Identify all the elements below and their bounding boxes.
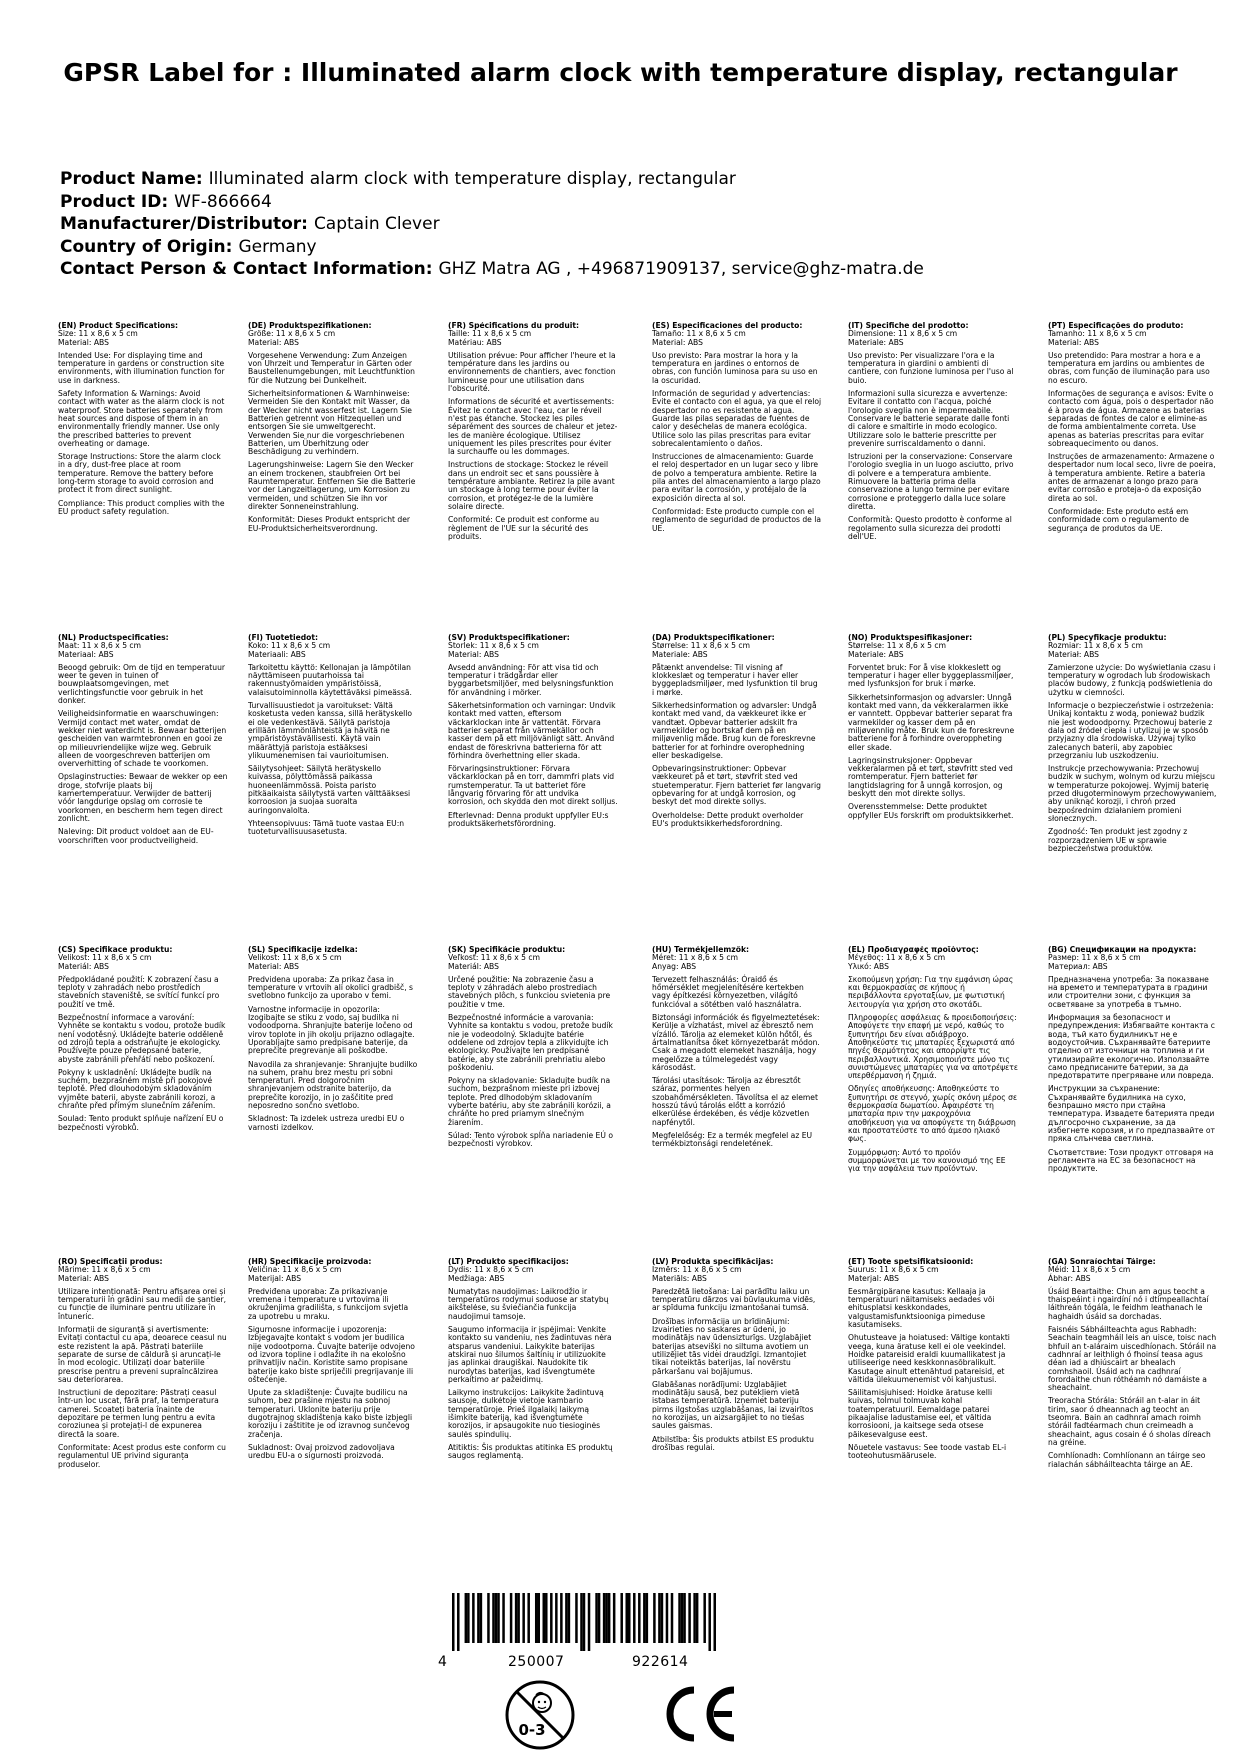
spec-section-heading: (GA) Sonraíochtaí Táirge:	[1048, 1258, 1156, 1266]
barcode-bar	[638, 1593, 641, 1643]
barcode-bar	[545, 1593, 548, 1643]
spec-paragraph: Navodila za shranjevanje: Shranjujte budilko na suhem, prahu brez mestu pri sobni temperaturi. Pred dolgoročnim shranjevanjem odstranite baterijo, da preprečite korozijo, in jo zaščitite pred neposredno sončno svetlobo.	[248, 1059, 418, 1111]
spec-size: Veličina: 11 x 8,6 x 5 cm	[248, 1265, 342, 1275]
spec-material: Material: ABS	[58, 1273, 109, 1283]
spec-paragraph: Beoogd gebruik: Om de tijd en temperatuur weer te geven in tuinen of bouwplaatsomgevingen, met verlichtingsfunctie voor gebruik in het donker.	[58, 662, 226, 706]
barcode-bar	[457, 1593, 460, 1651]
spec-paragraph: Yhteensopivuus: Tämä tuote vastaa EU:n tuoteturvallisuusasetusta.	[248, 818, 405, 837]
barcode-bar	[565, 1593, 568, 1643]
barcode-bar	[583, 1593, 586, 1651]
spec-section-heading: (HR) Specifikacije proizvoda:	[248, 1258, 372, 1266]
manufacturer-label: Manufacturer/Distributor:	[60, 214, 308, 234]
spec-size: Rozmiar: 11 x 8,6 x 5 cm	[1048, 641, 1143, 651]
barcode-bar	[492, 1593, 495, 1643]
spec-paragraph: Safety Information & Warnings: Avoid contact with water as the alarm clock is not waterproof. Store batteries separately from heat sources and dispose of them in an environmentally friendly manner. Use only the prescribed batteries to prevent overheating or damage.	[58, 389, 225, 448]
spec-section	[448, 1258, 618, 1558]
spec-section-heading: (NO) Produktspesifikasjoner:	[848, 634, 973, 642]
barcode-bar	[703, 1593, 706, 1643]
spec-material: Materiale: ABS	[652, 649, 708, 659]
manufacturer-value: Captain Clever	[313, 214, 440, 234]
contact-label: Contact Person & Contact Information:	[60, 259, 433, 279]
barcode	[452, 1593, 716, 1651]
spec-paragraph: Instrukcje przechowywania: Przechowuj budzik w suchym, wolnym od kurzu miejscu w temperaturze pokojowej. Wyjmij baterię przed długoterminowym przechowywaniem, aby uniknąć korozji, i chroń przed bezpośrednim działaniem promieni słonecznych.	[1048, 764, 1217, 823]
barcode-bar	[681, 1593, 684, 1643]
spec-material: Материал: ABS	[1048, 961, 1108, 971]
spec-section-heading: (DE) Produktspezifikationen:	[248, 322, 372, 330]
spec-section-heading: (EL) Προδιαγραφές προϊόντος:	[848, 946, 979, 954]
product-id-row	[60, 191, 924, 214]
spec-material: Anyag: ABS	[652, 961, 697, 971]
product-name-value: Illuminated alarm clock with temperature display, rectangular	[208, 169, 736, 189]
spec-paragraph: Predvidena uporaba: Za prikaz časa in temperature v vrtovih ali okolici gradbišč, s svetlobno funkcijo za uporabo v temi.	[248, 974, 414, 1001]
spec-size: Størrelse: 11 x 8,6 x 5 cm	[848, 641, 946, 651]
spec-paragraph: Saugumo informacija ir įspėjimai: Venkite kontakto su vandeniu, nes žadintuvas nėra atsparus vandeniui. Laikykite baterijas atskirai nuo šilumos šaltinių ir utilizuokite jas aplinkai draugiškai. Naudokite tik nurodytas baterijas, kad išvengtumėte perkaitimo ar pažeidimų.	[448, 1325, 612, 1384]
barcode-bar	[666, 1593, 669, 1643]
spec-paragraph: Utilizare intenționată: Pentru afișarea orei și temperaturii în grădini sau medii de șantier, cu funcție de iluminare pentru utilizare în întuneric.	[58, 1286, 227, 1321]
barcode-bar	[495, 1593, 498, 1643]
barcode-bar	[658, 1593, 661, 1643]
spec-paragraph: Laikymo instrukcijos: Laikykite žadintuvą sausoje, dulkėtoje vietoje kambario temperatūroje. Prieš ilgalaikį laikymą išimkite bateriją, kad išvengtumėte korozijos, ir apsaugokite nuo tiesioginės saulės spindulių.	[448, 1388, 604, 1439]
spec-material: Materiał: ABS	[1048, 649, 1099, 659]
spec-size: Suurus: 11 x 8,6 x 5 cm	[848, 1265, 939, 1275]
barcode-bar	[527, 1593, 530, 1643]
spec-section	[1048, 322, 1218, 622]
spec-section	[58, 946, 228, 1246]
barcode-bar	[522, 1593, 525, 1643]
spec-paragraph: Instructions de stockage: Stockez le réveil dans un endroit sec et sans poussière à température ambiante. Retirez la pile avant un stockage à long terme pour éviter la corrosion, et protégez-le de la lumière solaire directe.	[448, 460, 615, 511]
barcode-bar	[598, 1593, 601, 1643]
barcode-bar	[653, 1593, 656, 1643]
spec-paragraph: Säilitamisjuhised: Hoidke äratuse kelli kuivas, tolmul tolmuvab kohal toatemperatuuril. Eemaldage patarei pikaajalise ladustamise eel, et vältida korrosiooni, ja kaitsege seda otsese päikesevalguse eest.	[848, 1388, 993, 1439]
spec-material: Materiāls: ABS	[652, 1273, 707, 1283]
spec-paragraph: Bezpečnostní informace a varování: Vyhněte se kontaktu s vodou, protože budík není vodotěsný. Ukládejte baterie odděleně od zdrojů tepla a odstraňujte je ekologicky. Používejte pouze předepsané baterie, abyste zabránili přehřátí nebo poškození.	[58, 1013, 226, 1064]
spec-paragraph: Súlad: Tento výrobok spĺňa nariadenie EÚ o bezpečnosti výrobkov.	[448, 1130, 613, 1149]
spec-section-heading: (PT) Especificações do produto:	[1048, 322, 1184, 330]
spec-paragraph: Tarkoitettu käyttö: Kellonajan ja lämpötilan näyttämiseen puutarhoissa tai rakennustyömaiden ympäristöissä, valaisutoiminnolla käytettäväksi pimeässä.	[248, 662, 412, 697]
spec-paragraph: Forventet bruk: For å vise klokkeslett og temperatur i hager eller byggeplassmiljøer, med lysfunksjon for bruk i mørke.	[848, 662, 1014, 689]
spec-paragraph: Skladnost: Ta izdelek ustreza uredbi EU o varnosti izdelkov.	[248, 1114, 405, 1132]
spec-paragraph: Συμμόρφωση: Αυτό το προϊόν συμμορφώνεται με τον κανονισμό της ΕΕ για την ασφάλεια των προϊόντων.	[848, 1147, 1006, 1174]
spec-section-heading: (BG) Спецификации на продукта:	[1048, 946, 1197, 954]
spec-section	[1048, 1258, 1218, 1558]
spec-size: Taille: 11 x 8,6 x 5 cm	[448, 329, 532, 339]
barcode-bar	[605, 1593, 608, 1643]
barcode-bar	[555, 1593, 558, 1643]
spec-paragraph: Konformität: Dieses Produkt entspricht der EU-Produktsicherheitsverordnung.	[248, 515, 411, 533]
page-title: GPSR Label for : Illuminated alarm clock with temperature display, rectangular	[63, 58, 1178, 87]
spec-paragraph: Lagringsinstruksjoner: Oppbevar vekkeralarmen på et tørt, støvfritt sted ved romtemperatur. Fjern batteriet før langtidslagring for å unngå korrosjon, og beskytt den mot direkte sollys.	[848, 755, 1013, 799]
spec-paragraph: Numatytas naudojimas: Laikrodžio ir temperatūros rodymui soduose ar statybų aikštelėse, su šviečiančia funkcija naudojimui tamsoje.	[448, 1286, 609, 1321]
spec-paragraph: Utilisation prévue: Pour afficher l'heure et la température dans les jardins ou environnements de chantiers, avec fonction lumineuse pour une utilisation dans l'obscurité.	[448, 350, 616, 394]
spec-paragraph: Säkerhetsinformation och varningar: Undvik kontakt med vatten, eftersom väckarklockan inte är vattentät. Förvara batterier separat från värmekällor och kasser dem på ett miljövänligt sätt. Använd endast de föreskrivna batterierna för att förhindra överhettning eller skada.	[448, 701, 616, 760]
spec-material: Matériau: ABS	[448, 337, 502, 347]
barcode-bar	[575, 1593, 578, 1643]
spec-paragraph: Οδηγίες αποθήκευσης: Αποθηκεύστε το ξυπνητήρι σε στεγνό, χωρίς σκόνη μέρος σε θερμοκρασία δωματίου. Αφαιρέστε τη μπαταρία πριν την μακροχρόνια αποθήκευση για να αποφύγετε τη διάβρωση και προστατεύστε το από άμεσο ηλιακό φως.	[848, 1084, 1018, 1144]
barcode-bar	[603, 1593, 606, 1643]
spec-paragraph: Instrucciones de almacenamiento: Guarde el reloj despertador en un lugar seco y libre de polvo a temperatura ambiente. Retire la pila antes del almacenamiento a largo plazo para evitar la corrosión, y protéjalo de la exposición directa al sol.	[652, 452, 821, 503]
spec-paragraph: Sikkerhetsinformasjon og advarsler: Unngå kontakt med vann, da vekkeralarmen ikke er vanntett. Oppbevar batterier separat fra varmekilder og kasser dem på en miljøvennlig måte. Bruk kun de foreskrevne batteriene for å forhindre overoppheting eller skade.	[848, 692, 1015, 752]
barcode-bar	[608, 1593, 611, 1643]
spec-section	[58, 1258, 228, 1558]
spec-paragraph: Určené použitie: Na zobrazenie času a teploty v záhradách alebo prostrediach stavebných plôch, s funkciou svietenia pre použitie v tme.	[448, 974, 611, 1009]
spec-section	[848, 1258, 1018, 1558]
manufacturer-row	[60, 213, 924, 236]
spec-size: Koko: 11 x 8,6 x 5 cm	[248, 641, 331, 651]
spec-section	[848, 634, 1018, 934]
barcode-bar	[678, 1593, 681, 1643]
spec-paragraph: Informações de segurança e avisos: Evite o contacto com água, pois o despertador não é à prova de água. Armazene as baterias separadas de fontes de calor e elimine-as de forma ambientalmente correta. Use apenas as baterias prescritas para evitar sobreaquecimento ou danos.	[1048, 389, 1214, 448]
spec-section-heading: (IT) Specifiche del prodotto:	[848, 322, 969, 330]
barcode-bar	[465, 1593, 468, 1643]
spec-section-heading: (ES) Especificaciones del producto:	[652, 322, 803, 330]
spec-section-heading: (SK) Špecifikácie produktu:	[448, 946, 566, 954]
barcode-bar	[452, 1593, 455, 1651]
barcode-bar	[480, 1593, 483, 1643]
spec-material: Ábhar: ABS	[1048, 1273, 1091, 1283]
spec-paragraph: Vorgesehene Verwendung: Zum Anzeigen von Uhrzeit und Temperatur in Gärten oder Baustellenumgebungen, mit Leuchtfunktion für die Nutzung bei Dunkelheit.	[248, 350, 415, 385]
barcode-bar	[510, 1593, 513, 1643]
spec-paragraph: Zgodność: Ten produkt jest zgodny z rozporządzeniem UE w sprawie bezpieczeństwa produktów.	[1048, 827, 1188, 853]
barcode-bar	[613, 1593, 616, 1643]
country-value: Germany	[238, 236, 317, 257]
spec-section	[248, 1258, 418, 1558]
spec-paragraph: Megfelelőség: Ez a termék megfelel az EU termékbiztonsági rendeletének.	[652, 1130, 813, 1149]
product-id-label: Product ID:	[60, 191, 169, 212]
country-label: Country of Origin:	[60, 236, 233, 257]
barcode-digits-left: 250007	[508, 1654, 565, 1670]
spec-section-heading: (EN) Product Specifications:	[58, 322, 179, 330]
spec-paragraph: Instrucțiuni de depozitare: Păstrați ceasul într-un loc uscat, fără praf, la temperatura camerei. Scoateți bateria înainte de depozitare pe termen lung pentru a evita coroziunea și protejați-l de expunerea directă la soare.	[58, 1388, 219, 1439]
spec-size: Størrelse: 11 x 8,6 x 5 cm	[652, 641, 750, 651]
spec-paragraph: Uso previsto: Per visualizzare l'ora e la temperatura in giardini o ambienti di cantiere, con funzione luminosa per l'uso al buio.	[848, 350, 1014, 385]
spec-material: Materiál: ABS	[58, 961, 109, 971]
spec-paragraph: Påtænkt anvendelse: Til visning af klokkeslæt og temperatur i haver eller byggepladsmiljøer, med lysfunktion til brug i mørke.	[652, 662, 818, 697]
spec-paragraph: Upute za skladištenje: Čuvajte budilicu na suhom, bez prašine mjestu na sobnoj temperaturi. Uklonite bateriju prije dugotrajnog skladištenja kako biste izbjegli koroziju i zaštitite je od izravnog sunčevog zračenja.	[248, 1388, 413, 1439]
barcode-bar	[543, 1593, 546, 1643]
spec-paragraph: Информация за безопасност и предупреждения: Избягвайте контакта с вода, тъй като будилникът не е водоустойчив. Съхранявайте батериите отделно от източници на топлина и ги утилизирайте екологично. Използвайте само предписаните батерии, за да предотвратите прегряване или повреда.	[1048, 1013, 1215, 1081]
spec-material: Υλικό: ABS	[848, 961, 889, 971]
spec-paragraph: Atbilstība: Šis produkts atbilst ES produktu drošības regulai.	[652, 1434, 814, 1452]
spec-size: Tamaño: 11 x 8,6 x 5 cm	[652, 329, 746, 339]
spec-material: Materiaali: ABS	[248, 649, 306, 659]
barcode-bar	[580, 1593, 583, 1651]
spec-size: Veľkosť: 11 x 8,6 x 5 cm	[448, 953, 541, 963]
spec-paragraph: Conformité: Ce produit est conforme au règlement de l'UE sur la sécurité des produits.	[448, 515, 600, 541]
spec-material: Materiaal: ABS	[58, 649, 114, 659]
barcode-bar	[487, 1593, 490, 1643]
spec-section	[652, 946, 822, 1246]
spec-material: Materiale: ABS	[848, 649, 904, 659]
spec-paragraph: Veiligheidsinformatie en waarschuwingen: Vermijd contact met water, omdat de wekker niet waterdicht is. Bewaar batterijen gescheiden van warmtebronnen en gooi ze op milieuvriendelijke wijze weg. Gebruik alleen de voorgeschreven batterijen om oververhitting of schade te voorkomen.	[58, 709, 227, 769]
barcode-bar	[671, 1593, 674, 1643]
spec-paragraph: Conformità: Questo prodotto è conforme al regolamento sulla sicurezza dei prodotti dell'UE.	[848, 515, 1012, 541]
barcode-bar	[625, 1593, 628, 1643]
spec-size: Storlek: 11 x 8,6 x 5 cm	[448, 641, 539, 651]
spec-section	[652, 322, 822, 622]
age-range-text: 0-3	[518, 1721, 546, 1739]
spec-paragraph: Opbevaringsinstruktioner: Opbevar vækkeuret på et tørt, støvfrit sted ved stuetemperatur. Fjern batteriet før langvarig opbevaring for at undgå korrosion, og beskyt det mod direkte sollys.	[652, 764, 821, 807]
spec-material: Material: ABS	[58, 337, 109, 347]
spec-paragraph: Atitiktis: Šis produktas atitinka ES produktų saugos reglamentą.	[448, 1442, 613, 1461]
spec-size: Velikost: 11 x 8,6 x 5 cm	[58, 953, 152, 963]
spec-paragraph: Biztonsági információk és figyelmeztetések: Kerülje a vízhatást, mivel az ébresztő nem vízálló. Tárolja az elemeket külön hőtől, és ártalmatlanítsa őket környezetbarát módon. Csak a megadott elemeket használja, hogy megelőzze a túlmelegedést vagy károsodást.	[652, 1013, 820, 1072]
spec-paragraph: Overensstemmelse: Dette produktet oppfyller EUs forskrift om produktsikkerhet.	[848, 802, 1014, 820]
spec-size: Dydis: 11 x 8,6 x 5 cm	[448, 1265, 534, 1275]
product-id-value: WF-866664	[174, 191, 272, 212]
spec-paragraph: Ohutusteave ja hoiatused: Vältige kontakti veega, kuna äratuse kell ei ole veekindel. Hoidke patareisid eraldi kuumallikatest ja utiliseerige need keskkonnasõbralikult. Kasutage ainult ettenähtud patareisid, et vältida ülekuumenemist või kahjustusi.	[848, 1333, 1010, 1384]
spec-section-heading: (NL) Productspecificaties:	[58, 634, 169, 642]
barcode-bar	[550, 1593, 553, 1643]
spec-size: Mărime: 11 x 8,6 x 5 cm	[58, 1265, 151, 1275]
spec-section-heading: (SV) Produktspecifikationer:	[448, 634, 570, 642]
spec-material: Material: ABS	[1048, 337, 1099, 347]
barcode-bar	[472, 1593, 475, 1643]
spec-size: Μέγεθος: 11 x 8,6 x 5 cm	[848, 953, 946, 963]
spec-section-heading: (PL) Specyfikacje produktu:	[1048, 634, 1167, 642]
barcode-bar	[588, 1593, 591, 1651]
spec-paragraph: Pokyny na skladovanie: Skladujte budík na suchom, bezprašnom mieste pri izbovej teplote. Pred dlhodobým skladovaním vyberte batériu, aby ste zabránili korózii, a chráňte ho pred priamym slnečným žiarením.	[448, 1076, 611, 1127]
spec-paragraph: Tervezett felhasználás: Óraidő és hőmérséklet megjelenítésére kertekben vagy építkezési környezetben, világító funkcióval a sötétben való használatra.	[652, 974, 804, 1009]
spec-section	[58, 634, 228, 934]
spec-paragraph: Lagerungshinweise: Lagern Sie den Wecker an einem trockenen, staubfreien Ort bei Raumtemperatur. Entfernen Sie die Batterie vor der Langzeitlagerung, um Korrosion zu vermeiden, und schützen Sie ihn vor direkter Sonneneinstrahlung.	[248, 460, 416, 511]
spec-material: Materjal: ABS	[848, 1273, 899, 1283]
barcode-bar	[515, 1593, 518, 1643]
spec-size: Méid: 11 x 8,6 x 5 cm	[1048, 1265, 1131, 1275]
spec-section-heading: (FR) Spécifications du produit:	[448, 322, 580, 330]
barcode-bar	[560, 1593, 563, 1643]
contact-row	[60, 258, 924, 281]
spec-paragraph: Storage Instructions: Store the alarm clock in a dry, dust-free place at room temperature. Remove the battery before long-term storage to avoid corrosion and protect it from direct sunlight.	[58, 452, 221, 495]
spec-section	[448, 634, 618, 934]
spec-paragraph: Intended Use: For displaying time and temperature in gardens or construction site environments, with illumination function for use in darkness.	[58, 350, 225, 385]
spec-material: Medžiaga: ABS	[448, 1273, 505, 1283]
spec-paragraph: Informacje o bezpieczeństwie i ostrzeżenia: Unikaj kontaktu z wodą, ponieważ budzik nie jest wodoodporny. Przechowuj baterie z dala od źródeł ciepła i utylizuj je w sposób przyjazny dla środowiska. Używaj tylko zalecanych baterii, aby zapobiec przegrzaniu lub uszkodzeniu.	[1048, 701, 1214, 760]
spec-section-heading: (DA) Produktspecifikationer:	[652, 634, 775, 642]
barcode-bar	[646, 1593, 649, 1643]
spec-section	[652, 1258, 822, 1558]
barcode-bar	[688, 1593, 691, 1643]
barcode-bar	[661, 1593, 664, 1643]
spec-section-heading: (CS) Specifikace produktu:	[58, 946, 173, 954]
spec-size: Tamanho: 11 x 8,6 x 5 cm	[1048, 329, 1147, 339]
spec-paragraph: Σκοπούμενη χρήση: Για την εμφάνιση ώρας και θερμοκρασίας σε κήπους ή περιβάλλοντα εργοταξίων, με φωτιστική λειτουργία για χρήση στο σκοτάδι.	[848, 974, 1014, 1009]
spec-paragraph: Drošības informācija un brīdinājumi: Izvairieties no saskares ar ūdeni, jo modinātājs nav ūdensizturīgs. Uzglabājiet baterijas atsevišķi no siltuma avotiem un utilizējiet tās videi draudzīgi. Izmantojiet tikai noteiktās baterijas, lai novērstu pārkaršanu vai bojājumus.	[652, 1316, 812, 1376]
spec-paragraph: Předpokládané použití: K zobrazení času a teploty v zahradách nebo prostředích stavebních staveniště, se svítící funkcí pro použití ve tmě.	[58, 974, 220, 1009]
spec-material: Materiale: ABS	[848, 337, 904, 347]
spec-material: Materijal: ABS	[248, 1273, 302, 1283]
spec-section-heading: (HU) Termékjellemzők:	[652, 946, 750, 954]
spec-paragraph: Инструкции за съхранение: Съхранявайте будилника на сухо, безпрашно място при стайна температура. Извадете батерията преди дългосрочно съхранение, за да избегнете корозия, и го предпазвайте от пряка слънчева светлина.	[1048, 1084, 1215, 1144]
barcode-bar	[502, 1593, 505, 1643]
country-row	[60, 236, 924, 259]
spec-paragraph: Förvaringsinstruktioner: Förvara väckarklockan på en torr, dammfri plats vid rumstemperatur. Ta ut batteriet före långvarig förvaring för att undvika korrosion, och skydda den mot direkt solljus.	[448, 764, 618, 807]
spec-paragraph: Conformidade: Este produto está em conformidade com o regulamento de segurança de produtos da UE.	[1048, 506, 1189, 533]
spec-paragraph: Tárolási utasítások: Tárolja az ébresztőt száraz, pormentes helyen szobahőmérsékleten. Távolítsa el az elemet hosszú távú tárolás előtt a korrózió elkerülése érdekében, és védje közvetlen napfénytől.	[652, 1076, 818, 1127]
spec-paragraph: Predviđena uporaba: Za prikazivanje vremena i temperature u vrtovima ili okruženjima gradilišta, s funkcijom svjetla za upotrebu u mraku.	[248, 1286, 409, 1321]
spec-paragraph: Treoracha Stórála: Stóráil an t-alar in áit tirim, saor ó dheannach ag teocht an tseomra. Bain an cadhnraí amach roimh stóráil fadtéarmach chun creimeadh a sheachaint, agus cosain é ó sholas díreach na gréine.	[1048, 1396, 1211, 1447]
spec-paragraph: Uso previsto: Para mostrar la hora y la temperatura en jardines o entornos de obras, con función luminosa para su uso en la oscuridad.	[652, 350, 818, 385]
spec-paragraph: Instruções de armazenamento: Armazene o despertador num local seco, livre de poeira, à temperatura ambiente. Retire a bateria antes de armazenar a longo prazo para evitar corrosão e proteja-o da exposição direta ao sol.	[1048, 452, 1216, 503]
spec-paragraph: Informations de sécurité et avertissements: Évitez le contact avec l'eau, car le réveil n'est pas étanche. Stockez les piles séparément des sources de chaleur et jetez-les de manière écologique. Utilisez uniquement les piles prescrites pour éviter la surchauffe ou les dommages.	[448, 397, 618, 457]
spec-section	[448, 322, 618, 622]
spec-section-heading: (LT) Produkto specifikacijos:	[448, 1258, 569, 1266]
spec-material: Material: ABS	[248, 961, 299, 971]
spec-paragraph: Varnostne informacije in opozorila: Izogibajte se stiku z vodo, saj budilka ni vodoodporna. Shranjujte baterije ločeno od virov toplote in jih okolju prijazno odlagajte. Uporabljajte samo predpisane baterije, da preprečite pregrevanje ali poškodbe.	[248, 1004, 415, 1056]
barcode-bar	[467, 1593, 470, 1643]
spec-section-heading: (FI) Tuotetiedot:	[248, 634, 319, 642]
spec-size: Dimensione: 11 x 8,6 x 5 cm	[848, 329, 958, 339]
spec-paragraph: Conformidad: Este producto cumple con el reglamento de seguridad de productos de la UE.	[652, 506, 822, 533]
spec-paragraph: Πληροφορίες ασφάλειας & προειδοποιήσεις: Αποφύγετε την επαφή με νερό, καθώς το ξυπνητήρι δεν είναι αδιάβροχο. Αποθηκεύστε τις μπαταρίες ξεχωριστά από πηγές θερμότητας και απορρίψτε τις περιβαλλοντικά. Χρησιμοποιήστε μόνο τις συνιστώμενες μπαταρίες για να αποτρέψετε υπερθέρμανση ή ζημιά.	[848, 1013, 1018, 1081]
spec-paragraph: Información de seguridad y advertencias: Evite el contacto con el agua, ya que el reloj despertador no es resistente al agua. Guarde las pilas separadas de fuentes de calor y deséchelas de manera ecológica. Utilice solo las pilas prescritas para evitar sobrecalentamiento o daños.	[652, 389, 822, 448]
barcode-bar	[517, 1593, 520, 1643]
spec-paragraph: Paredzētā lietošana: Lai parādītu laiku un temperatūru dārzos vai būvlaukuma vidēs, ar spīduma funkciju izmantošanai tumsā.	[652, 1286, 816, 1313]
product-info	[60, 168, 924, 281]
spec-paragraph: Soulad: Tento produkt splňuje nařízení EU o bezpečnosti výrobků.	[58, 1114, 224, 1132]
spec-paragraph: Nõuetele vastavus: See toode vastab EL-i tooteohutusmäärusele.	[848, 1442, 1007, 1461]
spec-paragraph: Efterlevnad: Denna produkt uppfyller EU:s produktsäkerhetsförordning.	[448, 810, 609, 828]
spec-section-heading: (RO) Specificații produs:	[58, 1258, 163, 1266]
barcode-bar	[696, 1593, 699, 1643]
barcode-bar	[595, 1593, 598, 1643]
spec-paragraph: Istruzioni per la conservazione: Conservare l'orologio sveglia in un luogo asciutto, privo di polvere e a temperatura ambiente. Rimuovere la batteria prima della conservazione a lungo termine per evitare corrosione e proteggerlo dalla luce solare diretta.	[848, 452, 1014, 511]
spec-paragraph: Bezpečnostné informácie a varovania: Vyhnite sa kontaktu s vodou, pretože budík nie je vodeodolný. Skladujte batérie oddelene od zdrojov tepla a zlikvidujte ich ekologicky. Používajte len predpísané batérie, aby ste zabránili prehriatiu alebo poškodeniu.	[448, 1013, 613, 1072]
spec-paragraph: Sikkerhedsinformation og advarsler: Undgå kontakt med vand, da vækkeuret ikke er vandtæt. Opbevar batterier adskilt fra varmekilder og bortskaf dem på en miljøvenlig måde. Brug kun de foreskrevne batterier for at forhindre overophedning eller beskadigelse.	[652, 701, 817, 760]
spec-section	[58, 322, 228, 622]
spec-paragraph: Turvallisuustiedot ja varoitukset: Vältä kosketusta veden kanssa, sillä herätyskello ei ole vedenkestävä. Säilytä paristoja erillään lämmönlähteistä ja hävitä ne ympäristöystävällisesti. Käytä vain määrättyjä paristoja estääksesi ylikuumenemisen tai vaurioitumisen.	[248, 701, 413, 760]
spec-size: Maat: 11 x 8,6 x 5 cm	[58, 641, 142, 651]
spec-paragraph: Säilytysohjeet: Säilytä herätyskello kuivassa, pölyttömässä paikassa huoneenlämmössä. Poista paristo pitkäaikaista säilytystä varten välttääksesi korroosion ja suojaa suoralta auringonvalolta.	[248, 764, 411, 815]
barcode-bar	[633, 1593, 636, 1643]
spec-section	[1048, 634, 1218, 934]
product-name-label: Product Name:	[60, 169, 203, 189]
spec-section	[848, 322, 1018, 622]
barcode-bar	[693, 1593, 696, 1643]
barcode-bar	[535, 1593, 538, 1643]
spec-paragraph: Naleving: Dit product voldoet aan de EU-voorschriften voor productveiligheid.	[58, 827, 214, 845]
spec-paragraph: Glabāšanas norādījumi: Uzglabājiet modinātāju sausā, bez putekļiem vietā istabas temperatūrā. Izņemiet bateriju pirms ilgstošas uzglabāšanas, lai izvairītos no korozijas, un aizsargājiet to no tiešas saules gaismas.	[652, 1379, 814, 1431]
spec-paragraph: Sicherheitsinformationen & Warnhinweise: Vermeiden Sie den Kontakt mit Wasser, da der Wecker nicht wasserfest ist. Lagern Sie Batterien getrennt von Hitzequellen und entsorgen Sie sie umweltgerecht. Verwenden Sie nur die vorgeschriebenen Batterien, um Überhitzung oder Beschädigung zu verhindern.	[248, 389, 412, 457]
spec-section-heading: (LV) Produkta specifikācijas:	[652, 1258, 774, 1266]
spec-paragraph: Opslaginstructies: Bewaar de wekker op een droge, stofvrije plaats bij kamertemperatuur. Verwijder de batterij vóór langdurige opslag om corrosie te voorkomen, en bescherm hem tegen direct zonlicht.	[58, 772, 228, 823]
spec-size: Velikost: 11 x 8,6 x 5 cm	[248, 953, 342, 963]
barcode-bar	[708, 1593, 711, 1651]
spec-paragraph: Conformitate: Acest produs este conform cu regulamentul UE privind siguranța produselor.	[58, 1442, 226, 1469]
spec-paragraph: Съответствие: Този продукт отговаря на регламента на ЕС за безопасност на продуктите.	[1048, 1147, 1214, 1174]
barcode-bar	[477, 1593, 480, 1643]
spec-paragraph: Sigurnosne informacije i upozorenja: Izbjegavajte kontakt s vodom jer budilica nije vodootporna. Čuvajte baterije odvojeno od izvora topline i odlažite ih na ekološno prihvatljiv način. Koristite samo propisane baterije kako biste spriječili pregrijavanje ili oštećenje.	[248, 1325, 415, 1384]
spec-material: Material: ABS	[448, 649, 499, 659]
spec-paragraph: Compliance: This product complies with the EU product safety regulation.	[58, 498, 225, 516]
spec-size: Size: 11 x 8,6 x 5 cm	[58, 329, 138, 339]
barcode-bar	[683, 1593, 686, 1643]
barcode-digit-prefix: 4	[438, 1654, 447, 1670]
spec-section	[652, 634, 822, 934]
spec-size: Méret: 11 x 8,6 x 5 cm	[652, 953, 739, 963]
spec-paragraph: Informazioni sulla sicurezza e avvertenze: Evitare il contatto con l'acqua, poiché l'orologio sveglia non è impermeabile. Conservare le batterie separate dalle fonti di calore e smaltirle in modo ecologico. Utilizzare solo le batterie prescritte per prevenire surriscaldamento o danni.	[848, 389, 1010, 448]
barcode-digits-right: 922614	[632, 1654, 689, 1670]
spec-paragraph: Предназначена употреба: За показване на времето и температурата в градини или строителни зони, с функция за осветяване за употреба в тъмно.	[1048, 974, 1209, 1009]
spec-paragraph: Avsedd användning: För att visa tid och temperatur i trädgårdar eller byggarbetsmiljöer, med belysningsfunktion för användning i mörker.	[448, 662, 614, 697]
spec-section	[848, 946, 1018, 1246]
spec-paragraph: Uso pretendido: Para mostrar a hora e a temperatura em jardins ou ambientes de obras, com função de iluminação para uso no escuro.	[1048, 350, 1210, 385]
spec-size: Размер: 11 x 8,6 x 5 cm	[1048, 953, 1141, 963]
barcode-bar	[643, 1593, 646, 1643]
barcode-bar	[620, 1593, 623, 1643]
spec-material: Material: ABS	[248, 337, 299, 347]
spec-section-heading: (SL) Specifikacije izdelka:	[248, 946, 358, 954]
spec-material: Materiál: ABS	[448, 961, 499, 971]
spec-paragraph: Sukladnost: Ovaj proizvod zadovoljava uredbu EU-a o sigurnosti proizvoda.	[248, 1442, 395, 1461]
spec-paragraph: Faisnéis Sábháilteachta agus Rabhadh: Seachain teagmháil leis an uisce, toisc nach bhfuil an t-aláraim uiscedhíonach. Stóráil na cadhnraí ar leithligh ó fhoinsí teasa agus déan iad a dhiúscairt ar bhealach comhshaoil. Úsáid ach na cadhnraí forordaithe chun róthéamh nó damáiste a sheachaint.	[1048, 1325, 1217, 1393]
spec-paragraph: Comhlíonadh: Comhlíonann an táirge seo rialachán sábháilteachta táirge an AE.	[1048, 1451, 1206, 1469]
barcode-bar	[537, 1593, 540, 1643]
product-name-row	[60, 168, 924, 191]
spec-size: Izmērs: 11 x 8,6 x 5 cm	[652, 1265, 742, 1275]
spec-section	[248, 946, 418, 1246]
age-0-3-warning-icon	[504, 1679, 576, 1751]
contact-value: GHZ Matra AG , +496871909137, service@ghz-matra.de	[438, 259, 924, 279]
spec-size: Größe: 11 x 8,6 x 5 cm	[248, 329, 336, 339]
spec-section	[248, 634, 418, 934]
barcode-bar	[628, 1593, 631, 1643]
spec-paragraph: Úsáid Beartaithe: Chun am agus teocht a thaispeáint i ngairdíní nó i dtimpeallachtaí láithreán tógála, le feidhm leathanach le haghaidh úsáid sa dorchadas.	[1048, 1286, 1209, 1321]
ce-mark-icon	[664, 1684, 740, 1744]
spec-material: Material: ABS	[652, 337, 703, 347]
spec-section-heading: (ET) Toote spetsifikatsioonid:	[848, 1258, 974, 1266]
spec-section	[248, 322, 418, 622]
spec-paragraph: Eesmärgipärane kasutus: Kellaaja ja temperatuuri näitamiseks aedades või ehitusplatsi keskkondades, valgustamisfunktsiooniga pimeduse kasutamiseks.	[848, 1286, 995, 1330]
barcode-bar	[713, 1593, 716, 1651]
spec-section	[448, 946, 618, 1246]
spec-paragraph: Zamierzone użycie: Do wyświetlania czasu i temperatury w ogrodach lub środowiskach placów budowy, z funkcją podświetlenia do użytku w ciemności.	[1048, 662, 1216, 697]
barcode-bar	[497, 1593, 500, 1643]
barcode-bar	[568, 1593, 571, 1643]
spec-paragraph: Overholdelse: Dette produkt overholder EU's produktsikkerhedsforordning.	[652, 810, 804, 828]
spec-section	[1048, 946, 1218, 1246]
spec-paragraph: Pokyny k uskladnění: Ukládejte budík na suchém, bezprašném místě při pokojové teplotě. Před dlouhodobým skladováním vyjměte baterii, abyste zabránili korozi, a chraňte před přímým slunečním zářením.	[58, 1067, 216, 1111]
spec-paragraph: Informații de siguranță și avertismente: Evitați contactul cu apa, deoarece ceasul nu este rezistent la apă. Păstrați bateriile separate de surse de căldură și aruncați-le în mod ecologic. Utilizați doar bateriile prescrise pentru a preveni supraîncălzirea sau deteriorarea.	[58, 1325, 227, 1384]
